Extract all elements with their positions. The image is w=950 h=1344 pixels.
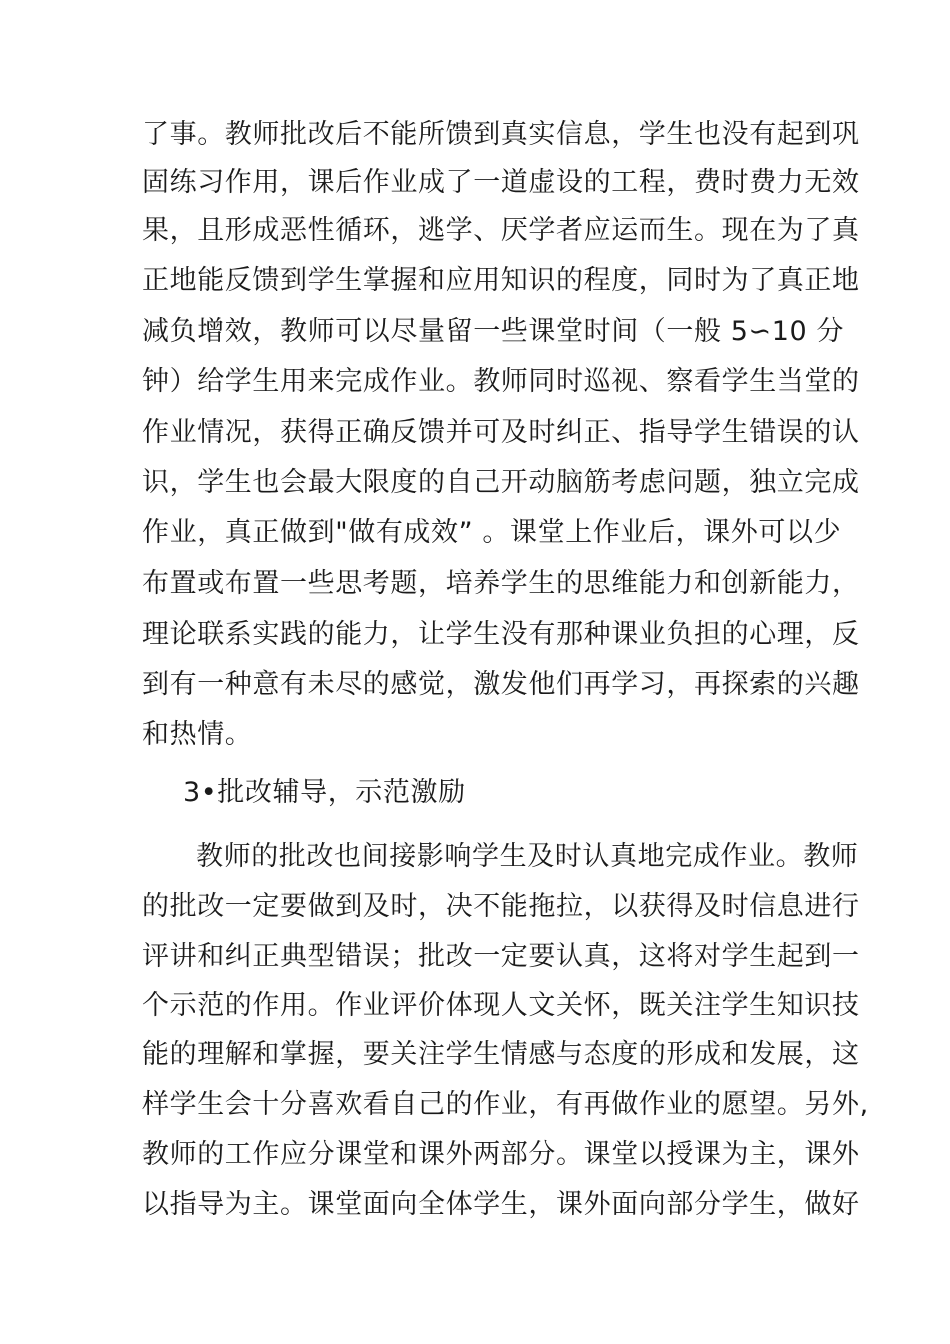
paragraph-1-line-1: 了事。教师批改后不能所馈到真实信息，学生也没有起到巩 (142, 119, 860, 150)
paragraph-2-line-7: 教师的工作应分课堂和课外两部分。课堂以授课为主，课外 (142, 1139, 860, 1170)
paragraph-1-line-8: 识，学生也会最大限度的自己开动脑筋考虑问题，独立完成 (142, 467, 860, 498)
paragraph-1-line-7: 作业情况，获得正确反馈并可及时纠正、指导学生错误的认 (142, 417, 860, 448)
paragraph-1-line-12: 到有一种意有未尽的感觉，激发他们再学习，再探索的兴趣 (142, 669, 860, 700)
paragraph-1-line-6: 钟）给学生用来完成作业。教师同时巡视、察看学生当堂的 (142, 366, 860, 397)
section-heading: 3•批改辅导，示范激励 (183, 777, 466, 808)
paragraph-2-line-1: 教师的批改也间接影响学生及时认真地完成作业。教师 (196, 841, 859, 872)
paragraph-2-line-2: 的批改一定要做到及时，决不能拖拉，以获得及时信息进行 (142, 891, 860, 922)
paragraph-1-line-5: 减负增效，教师可以尽量留一些课堂时间（一般 5∽10 分 (142, 316, 845, 347)
paragraph-2-line-6: 样学生会十分喜欢看自己的作业，有再做作业的愿望。另外, (142, 1089, 869, 1120)
paragraph-1-line-10: 布置或布置一些思考题，培养学生的思维能力和创新能力， (142, 568, 860, 599)
paragraph-2-line-8: 以指导为主。课堂面向全体学生，课外面向部分学生，做好 (142, 1189, 860, 1220)
paragraph-1-line-13: 和热情。 (142, 719, 253, 750)
paragraph-1-line-11: 理论联系实践的能力，让学生没有那种课业负担的心理，反 (142, 619, 860, 650)
paragraph-2-line-4: 个示范的作用。作业评价体现人文关怀，既关注学生知识技 (142, 990, 860, 1021)
paragraph-1-line-4: 正地能反馈到学生掌握和应用知识的程度，同时为了真正地 (142, 265, 860, 296)
paragraph-1-line-9: 作业，真正做到"做有成效” 。课堂上作业后，课外可以少 (142, 517, 842, 548)
paragraph-1-line-3: 果，且形成恶性循环，逃学、厌学者应运而生。现在为了真 (142, 215, 860, 246)
paragraph-2-line-3: 评讲和纠正典型错误；批改一定要认真，这将对学生起到一 (142, 941, 860, 972)
paragraph-2-line-5: 能的理解和掌握，要关注学生情感与态度的形成和发展，这 (142, 1039, 860, 1070)
paragraph-1-line-2: 固练习作用，课后作业成了一道虚设的工程，费时费力无效 (142, 167, 860, 198)
